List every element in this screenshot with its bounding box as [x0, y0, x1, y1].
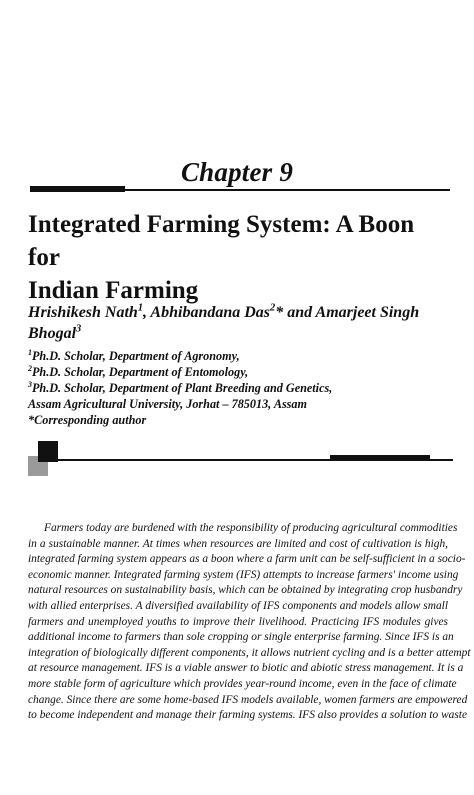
author-name: , Abhibandana Das	[143, 304, 271, 321]
decorative-rule-thick	[30, 186, 125, 192]
affiliation-text: Ph.D. Scholar, Department of Plant Breeding and Genetics,	[31, 381, 333, 395]
affiliation-line	[28, 364, 453, 380]
abstract-line: with allied enterprises. A diversified availability of IFS components and models allow small	[28, 599, 448, 612]
author-name: * and Amarjeet Singh	[275, 304, 420, 321]
decorative-rule-thick	[330, 455, 430, 460]
affiliation-marker: 3	[28, 379, 32, 389]
abstract-line: more stable form of agriculture which provides year-round income, even in the face of climate	[28, 677, 457, 690]
affiliation-text: *Corresponding author	[28, 413, 147, 427]
author-list	[28, 302, 453, 344]
affiliation-text: Ph.D. Scholar, Department of Entomology,	[31, 365, 249, 379]
affiliation-line	[28, 380, 453, 396]
decorative-square-black	[38, 441, 58, 462]
affiliation-marker: 2	[28, 363, 32, 373]
affiliation-line	[28, 396, 453, 412]
abstract-line: in a sustainable manner. At times when resources are limited and cost of cultivation is high,	[28, 537, 448, 550]
affiliation-line	[28, 348, 453, 364]
author-line	[28, 323, 453, 344]
abstract-line: integrated farming system appears as a boon where a farm unit can be self-sufficient in a socio-	[28, 553, 466, 566]
author-name: Hrishikesh Nath	[28, 304, 138, 321]
abstract-line: at resource management. IFS is a viable answer to biotic and abiotic stress management. It is a	[28, 662, 464, 675]
chapter-title-line: Indian Farming	[28, 277, 199, 304]
abstract-line: integration of biologically different components, it allows nutrient cycling and is a better attempt	[28, 646, 471, 659]
abstract-line: change. Since there are some home-based IFS models available, women farmers are empowered	[28, 693, 468, 706]
affiliation-marker: 1	[137, 302, 144, 314]
chapter-label: Chapter 9	[180, 157, 294, 187]
author-name: Bhogal	[28, 325, 77, 342]
author-line	[28, 302, 453, 323]
abstract-line: Farmers today are burdened with the responsibility of producing agricultural commodities	[44, 522, 458, 534]
affiliation-text: Assam Agricultural University, Jorhat – 785013, Assam	[28, 397, 308, 411]
chapter-title-line: Integrated Farming System: A Boon for	[28, 211, 415, 271]
abstract-line: to become independent and manage their farming systems. IFS also provides a solution to waste	[28, 709, 468, 722]
chapter-title	[28, 208, 448, 307]
decorative-rule	[120, 189, 450, 191]
corresponding-author-note	[28, 412, 453, 428]
abstract-line: additional income to farmers than sole cropping or single enterprise farming. Since IFS is an	[28, 631, 454, 644]
affiliation-marker: 2	[270, 302, 276, 314]
affiliation-marker: 3	[76, 323, 82, 335]
affiliation-list	[28, 348, 453, 428]
abstract-line: economic manner. Integrated farming system (IFS) attempts to increase farmers' income using	[28, 568, 459, 581]
affiliation-marker: 1	[28, 347, 32, 357]
abstract-line: natural resources on sustainability basis, which can be obtained by integrating crop husbandry	[28, 584, 463, 597]
abstract-paragraph	[28, 521, 471, 724]
affiliation-text: Ph.D. Scholar, Department of Agronomy,	[31, 349, 240, 363]
abstract-line: farmers and unemployed youths to improve their livelihood. Practicing IFS modules gives	[28, 615, 448, 628]
